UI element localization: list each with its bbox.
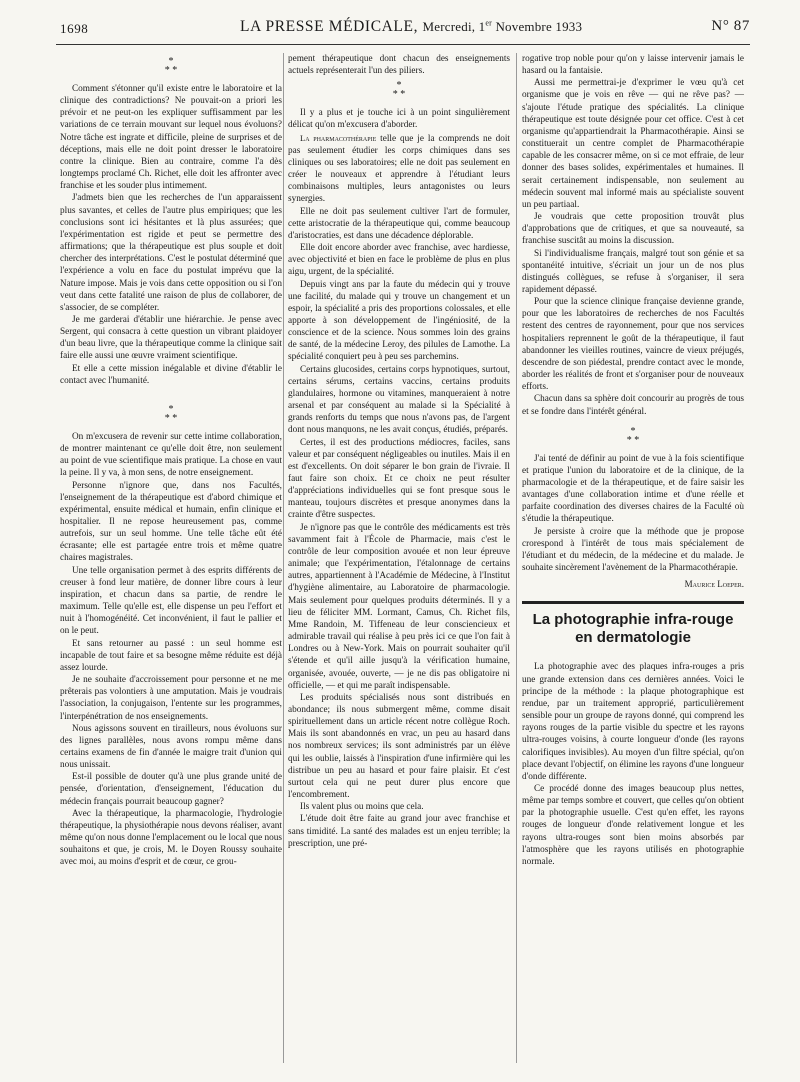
- paragraph: Ce procédé donne des images beaucoup plus nettes, même par temps sombre et couvert, que celles qu'on obtient par la photographie usuelle. C'est qu'en effet, les rayons rouges de longueur d'onde relativement longue et les rayons ultra-rouges sont bien moins absorbés par l'atmosphère que les rayons utilisés en photographie normale.: [522, 783, 744, 867]
- paragraph: Aussi me permettrai-je d'exprimer le vœu qu'à cet organisme que je vois en rêve — qui ne rêve pas? — s'ajoute l'étude pratique des spécialités. La clinique thérapeutique est toute désignée pour cet office. C'est à cet organisme qu'appartiendrait la Pharmacothérapie. Ainsi se constituerait un centre complet de Pharmacothérapie capable de les consacrer même, on si ce mot effraie, de leur donner des bases solides, expérimentales et humaines. Il serait certainement indispensable, non seulement au médecin souvent mal informé mais au spécialiste souvent un peu partiaal.: [522, 78, 744, 210]
- paragraph: Elle doit encore aborder avec franchise, avec hardiesse, avec objectivité et bien en face le problème de plus en plus aigu, urgent, de la spécialité.: [288, 243, 510, 278]
- small-caps-term: La pharmacothérapie: [300, 132, 377, 143]
- paragraph: Je n'ignore pas que le contrôle des médicaments est très savamment fait à l'École de Pharmacie, mais c'est le contrôle de leur composition avouée et non leur épreuve animale; que l'expérimentation, l'étalonnage de certains autres, appartiennent à l'Académie de Médecine, à l'Institut d'hygiène alimentaire, au Laboratoire de pharmacologie. Mais seulement pour quelques produits déterminés. Il y a lieu de féliciter MM. Lormant, Camus, Ch. Richet fils, Mme Randoin, M. Tiffeneau de leur consciencieux et admirable travail qui réalise à peu près ici ce que l'on fait à Londres ou à New-York. Mais on pourrait souhaiter qu'il s'étende et qu'il aille jusqu'à la vérification humaine, organisée, avouée, ouverte, — je ne dis pas obligatoire ni officielle, — et qui me paraît indispensable.: [288, 522, 510, 691]
- paragraph: J'ai tenté de définir au point de vue à la fois scientifique et pratique l'union du laboratoire et de la clinique, de la pharmacologie et de la thérapeutique, et de faire saisir les avantages d'une collaboration intime et d'une réelle et parfaite coordination des diverses chaires de la Faculté où s'étudie la thérapeutique.: [522, 453, 744, 525]
- paragraph: Il y a plus et je touche ici à un point singulièrement délicat qu'on m'excusera d'aborder.: [288, 108, 510, 131]
- paragraph: Je me garderai d'établir une hiérarchie. Je pense avec Sergent, qui consacra à cette question un vibrant plaidoyer d'un beau livre, que la thérapeutique comme la clinique sait faire elle aussi une œuvre vraiment scientifique.: [60, 314, 282, 362]
- paragraph: L'étude doit être faite au grand jour avec franchise et sans timidité. La santé des malades est un enjeu terrible; la prescription, une pré-: [288, 814, 510, 849]
- article-divider: [522, 601, 744, 604]
- column-separator: [516, 53, 517, 1063]
- paragraph: Certes, il est des productions médiocres, faciles, sans valeur et par conséquent négligeables ou inutiles. Mais il en est d'excellents. On doit séparer le bon grain de l'ivraie. Il faut faire son choix. Et ce choix ne peut résulter d'appréciations individuelles qui se font presque sous le manteau, toujours discrètes et presque anonymes dans la crainte d'être suspectes.: [288, 437, 510, 521]
- paragraph: rogative trop noble pour qu'on y laisse intervenir jamais le hasard ou la fantaisie.: [522, 54, 744, 77]
- section-ornament: * * *: [164, 56, 178, 76]
- column-2: [288, 53, 510, 1063]
- article-title-line-1: La photographie infra-rouge: [532, 611, 734, 629]
- article-title: [522, 611, 744, 647]
- header-rule: [56, 44, 750, 45]
- section-ornament: * * *: [392, 80, 406, 101]
- article-title-line-2: en dermatologie: [575, 629, 691, 647]
- issue-date-day: Mercredi,: [422, 19, 479, 34]
- paragraph: Avec la thérapeutique, la pharmacologie, l'hydrologie thérapeutique, la physiothérapie nous devons réaliser, avant même qu'on nous donne l'emplacement ou le local que nous souhaitons et que, je crois, M. le Doyen Roussy souhaite avec moi, au moins d'esprit et de cœur, ce grou-: [60, 808, 282, 868]
- paragraph: Elle ne doit pas seulement cultiver l'art de formuler, cette aristocratie de la thérapeutique qui, comme beaucoup d'aristocraties, est dans une décadence déplorable.: [288, 206, 510, 241]
- paragraph: Et elle a cette mission inégalable et divine d'établir le contact avec l'humanité.: [60, 363, 282, 386]
- paragraph: Les produits spécialisés nous sont distribués en abondance; ils nous submergent même, comme disait spirituellement dans un article récent notre collègue Roch. Mais ils sont abandonnés en vrac, un peu au hasard dans nos nombreux services; ils sont administrés par un élève qui les oublie, laissés à l'inspiration d'une infirmière qui les distribue un peu au hasard et pour faire plaisir. Et c'est surtout cela qui ne peut durer plus encore que l'encombrement.: [288, 692, 510, 801]
- paragraph: pement thérapeutique dont chacun des enseignements actuels représenterait l'un des piliers.: [288, 54, 510, 77]
- paragraph: Je ne souhaite d'accroissement pour personne et ne me prêterais pas volontiers à une amputation. Mais je voudrais l'association, la conjugaison, l'entente sur les programmes, l'interpénétration de nos enseignements.: [60, 675, 282, 722]
- journal-title-line: [240, 18, 582, 36]
- paragraph: La pharmacothérapie telle que je la comprends ne doit pas seulement étudier les corps chimiques dans ses cliniques ou ses laboratoires; elle ne doit pas seulement en créer le nouveaux et apprendre à l'étudiant leurs combinaisons multiples, leurs antagonistes ou leurs synergies.: [288, 132, 510, 205]
- paragraph: Pour que la science clinique française devienne grande, pour que les laboratoires de recherches de nos Facultés restent des centres de rayonnement, pour que nos services hospitaliers reprennent le goût de la thérapeutique, il faut abandonner les vieilles routines, vaincre de vieux préjugés, descendre de son piédestal, prendre contact avec le monde, aborder les réalités de front et s'organiser pour de nouveaux efforts.: [522, 297, 744, 393]
- paragraph: Depuis vingt ans par la faute du médecin qui y trouve une facilité, du malade qui y trouve un changement et un espoir, la spécialité a pris des proportions colossales, et elle apporte à son développement de l'ingéniosité, de la conscience et de la science. Nous sommes loin des grains de santé, de la médecine Leroy, des pilules de Lamothe. La spécialité conquiert peu à peu ses parchemins.: [288, 279, 510, 363]
- paragraph: Ils valent plus ou moins que cela.: [300, 802, 424, 813]
- column-3: [522, 53, 744, 1063]
- paragraph: Est-il possible de douter qu'à une plus grande unité de pensée, d'orientation, d'enseignement, l'éducation du médecin français pourrait beaucoup gagner?: [60, 772, 282, 807]
- paragraph: Comment s'étonner qu'il existe entre le laboratoire et la clinique des contradictions? Ne pouvait-on a priori les prévoir et ne peut-on les expliquer suffisamment par les variations de ce terrain mouvant sur lequel nous évoluons? Notre tâche est ingrate et difficile, pleine de surprises et de déceptions, mais elle ne doit point dresser le laboratoire contre la clinique. Bien au contraire, comme l'a dès longtemps proclamé Ch. Richet, elle doit les affronter avec franchise et les souder plus intimement.: [60, 84, 282, 192]
- issue-date-suffix: er: [485, 18, 492, 28]
- paragraph: Certains glucosides, certains corps hypnotiques, surtout, certains sérums, certains vaccins, certains produits glandulaires, hormone ou vitamines, manqueraient à notre arsenal et par conséquent au malade si la Spécialité à grands renforts du temps que nous n'avons pas, de l'argent dont nous manquons, ne les avait conçus, étudiés, préparés.: [288, 364, 510, 436]
- section-ornament: * * *: [626, 425, 640, 446]
- issue-number: N° 87: [711, 18, 750, 34]
- issue-date: [423, 19, 583, 34]
- paragraph: Je voudrais que cette proposition trouvât plus d'approbations que de critiques, et que sa nouveauté, sa franchise suscitât au moins la discussion.: [522, 212, 744, 247]
- page-number: 1698: [60, 21, 89, 36]
- paragraph: On m'excusera de revenir sur cette intime collaboration, de montrer maintenant ce qu'elle doit être, non seulement au point de vue scientifique mais pratique. La chose en vaut la peine. Il y va, à mon sens, de notre enseignement.: [60, 431, 282, 479]
- issue-date-rest: Novembre 1933: [492, 19, 583, 34]
- article-body: [522, 661, 744, 868]
- paragraph: La photographie avec des plaques infra-rouges a pris une grande extension dans ces dernières années. Voici le principe de la méthode : la plaque photographique est rendue, par un traitement approprié, particulièrement sensible pour un groupe de rayons donné, qui comprend les rayons rouges de la partie visible du spectre et les rayons ultra-rouges voisins, à courte longueur d'onde (les rayons calorifiques invisibles). Au moyen d'un filtre spécial, qu'on place devant l'objectif, on élimine les rayons d'une longueur d'onde différente.: [522, 662, 744, 782]
- column-1: [60, 53, 282, 1063]
- paragraph: Une telle organisation permet à des esprits différents de creuser à fond leur matière, de donner libre cours à leur inspiration, et chacun dans sa partie, de rendre le maximum. Telle qu'elle est, elle dispense un peu l'effort et nuit à l'homogénéité. Cet inconvénient, il faut le pallier et on le peut.: [60, 565, 282, 637]
- paragraph: J'admets bien que les recherches de l'un apparaissent plus savantes, et celles de l'autre plus empiriques; que les conclusions sont ici hésitantes et là plus assurées; que l'expérimentation est rigide et peut se permettre des affirmations; que la thérapeutique est plus souple et doit chercher des interprétations. C'est le postulat déterminé que l'expérience a volu en face du postulat imprévu que la Nature impose. Mais je vois dans cette opposition ou si l'on veut dans cette fatalité une raison de plus de collaborer, de s'associer, de se compléter.: [60, 193, 282, 313]
- paragraph: Je persiste à croire que la méthode que je propose crorespond à l'intérêt de tous mais spécialement de l'étudiant et du médecin, de la médecine et du malade. Je souhaite sincèrement l'avènement de la Pharmacothérapie.: [522, 526, 744, 574]
- paragraph: Et sans retourner au passé : un seul homme est incapable de tout faire et sa besogne même réduite est déjà assez lourde.: [60, 638, 282, 673]
- page-header: [60, 18, 750, 40]
- paragraph: Nous agissons souvent en tirailleurs, nous évoluons sur des lignes parallèles, nous avons rompu même dans certains examens de fin d'année le maigre trait d'union qui nous unissait.: [60, 723, 282, 771]
- issue-date-first: 1: [478, 19, 486, 34]
- paragraph: Personne n'ignore que, dans nos Facultés, l'enseignement de la thérapeutique est d'abord chimique et expérimental, ensuite médical et humain, enfin clinique et hospitalier. Il ne repose heureusement pas, comme autrefois, sur un seul homme. Une telle tâche eût été écrasante; elle est partagée entre trois et même quatre chaires magistrales.: [60, 480, 282, 564]
- journal-name: LA PRESSE MÉDICALE,: [240, 18, 419, 35]
- column-separator: [283, 53, 284, 1063]
- section-ornament: * * *: [164, 403, 178, 424]
- author-signature: Maurice Loeper.: [684, 579, 744, 590]
- paragraph: Chacun dans sa sphère doit concourir au progrès de tous et se fondre dans l'intérêt général.: [522, 394, 744, 417]
- paragraph: Si l'individualisme français, malgré tout son génie et sa spontanéité intuitive, s'écriait un jour un de nos plus distingués collègues, se refuse à s'organiser, il sera rapidement dépassé.: [522, 248, 744, 295]
